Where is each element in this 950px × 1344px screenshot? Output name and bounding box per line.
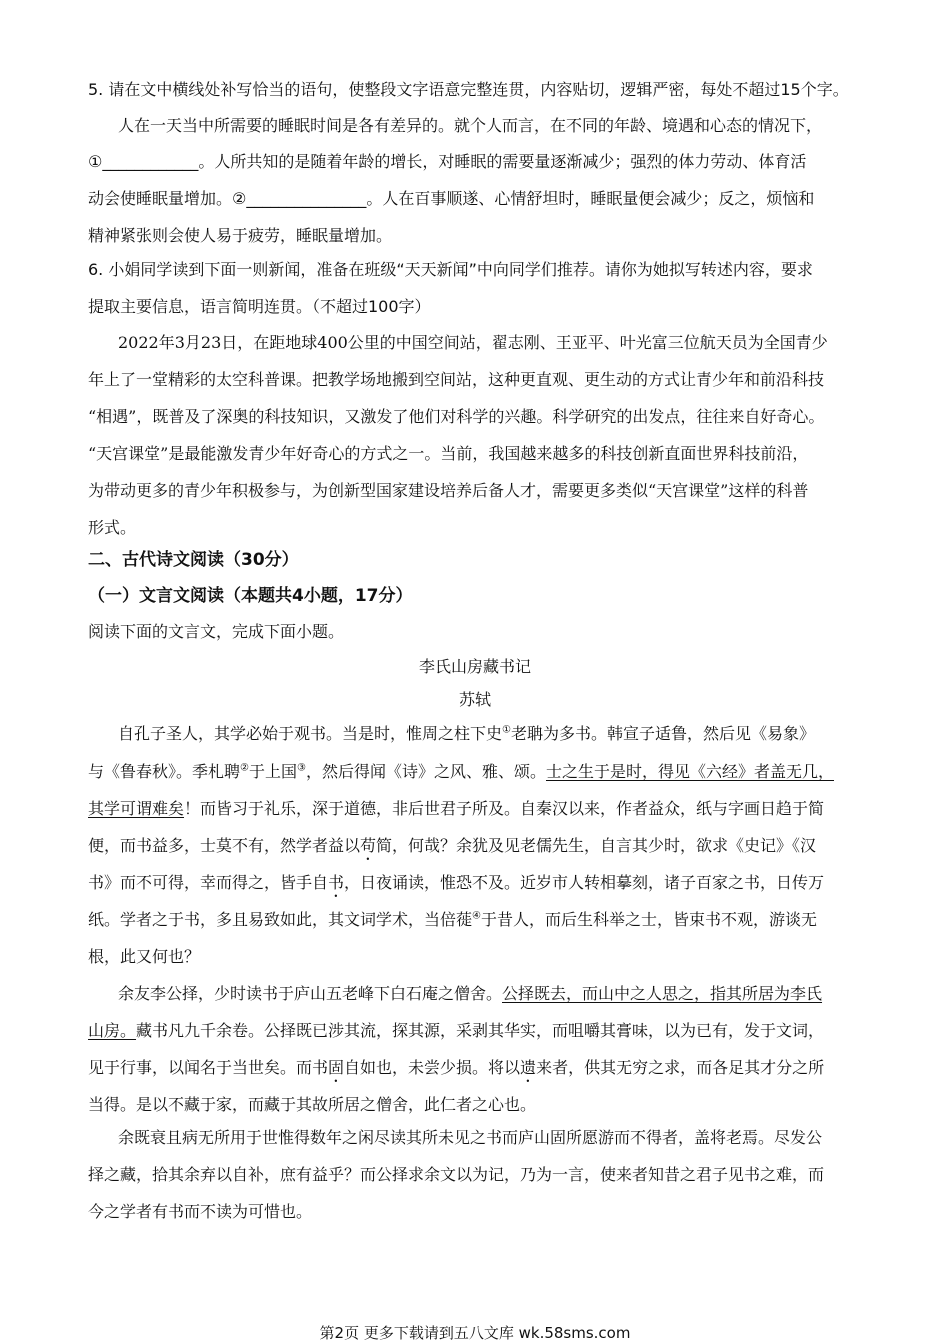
article-line: 当得。是以不藏于家，而藏于其故所居之僧舍，此仁者之心也。 xyxy=(88,1095,537,1114)
underlined-sentence: 士之生于是时，得见《六经》者盖无几， xyxy=(545,762,834,781)
article-title: 李氏山房藏书记 xyxy=(418,657,531,676)
q6-prompt-2: 提取主要信息，语言简明连贯。（不超过100字） xyxy=(88,297,431,316)
q5-line3 xyxy=(88,189,814,209)
q6-prompt-1: 6. 小娟同学读到下面一则新闻，准备在班级“天天新闻”中向同学们推荐。请你为她拟写转述内容，要求 xyxy=(88,260,813,279)
underlined-sentence: 公择既去，而山中之人思之，指其所居为李氏 xyxy=(502,984,823,1003)
q6-news-line: 年上了一堂精彩的太空科普课。把教学场地搬到空间站，这种更直观、更生动的方式让青少年和前沿科技 xyxy=(88,370,825,389)
article-line xyxy=(88,836,816,864)
q6-news-line: 2022年3月23日，在距地球400公里的中国空间站，翟志刚、王亚平、叶光富三位航天员为全国青少 xyxy=(118,333,828,352)
dotted-char: 书 xyxy=(328,873,345,892)
article-line: 根，此又何也？ xyxy=(88,947,201,966)
article-line xyxy=(88,762,834,782)
text-span: 于上国 xyxy=(248,762,297,781)
text-span: ！而皆习于礼乐，深于道德，非后世君子所及。自秦汉以来，作者益众，纸与字画日趋于简 xyxy=(184,799,825,818)
reading-instruction: 阅读下面的文言文，完成下面小题。 xyxy=(88,622,345,641)
footnote-mark: ① xyxy=(502,724,511,736)
article-line xyxy=(88,910,817,930)
q6-news-line: “相遇”，既普及了深奥的科技知识，又激发了他们对科学的兴趣。科学研究的出发点，往往来自好奇心。 xyxy=(88,407,825,426)
article-line xyxy=(118,724,815,744)
text-span: 见于行事，以闻名于当世矣。而书 xyxy=(88,1058,329,1077)
text-span: 自如也，未尝少损。将以 xyxy=(344,1058,521,1077)
q5-blank2[interactable]: ②_______________ xyxy=(232,189,367,208)
dotted-char: 苟 xyxy=(360,836,377,855)
text-span: 便，而书益多，士莫不有，然学者益以 xyxy=(88,836,361,855)
text-span: 藏书凡九千余卷。公择既已涉其流，探其源，采剥其华实，而咀嚼其膏味，以为已有，发于文词， xyxy=(136,1021,825,1040)
q6-news-line: 为带动更多的青少年积极参与，为创新型国家建设培养后备人才，需要更多类似“天宫课堂”这样的科普 xyxy=(88,481,809,500)
article-line: 择之藏，拾其余弃以自补，庶有益乎？而公择求余文以为记，乃为一言，使来者知昔之君子见书之难，而 xyxy=(88,1165,825,1184)
underlined-sentence: 山房。 xyxy=(88,1021,137,1040)
q5-prompt: 5. 请在文中横线处补写恰当的语句，使整段文字语意完整连贯，内容贴切，逻辑严密，每处不超过15个字。 xyxy=(88,80,849,99)
text-span: 与《鲁春秋》。季札聘 xyxy=(88,762,241,781)
section-heading: 二、古代诗文阅读（30分） xyxy=(88,550,299,570)
footnote-mark: ④ xyxy=(472,910,481,922)
footnote-mark: ② xyxy=(240,762,249,774)
dotted-char: 固 xyxy=(328,1058,345,1077)
text-span: 书》而不可得，幸而得之，皆手自 xyxy=(88,873,329,892)
article-line xyxy=(88,1021,824,1041)
article-line xyxy=(88,799,824,819)
text-span: 于昔人，而后生科举之士，皆束书不观，游谈无 xyxy=(480,910,817,929)
text-span: 纸。学者之于书，多且易致如此，其文词学术，当倍蓰 xyxy=(88,910,473,929)
text-span: 简，何哉？余犹及见老儒先生，自言其少时，欲求《史记》《汉 xyxy=(376,836,817,855)
text-span: 老聃为多书。韩宣子适鲁，然后见《易象》 xyxy=(510,724,815,743)
q5-line4: 精神紧张则会使人易于疲劳，睡眠量增加。 xyxy=(88,226,393,245)
article-line xyxy=(118,984,822,1004)
q5-line3-text-b: 。人在百事顺遂、心情舒坦时，睡眠量便会减少；反之，烦恼和 xyxy=(366,189,815,208)
underlined-sentence: 其学可谓难矣 xyxy=(88,799,185,818)
text-span: 自孔子圣人，其学必始于观书。当是时，惟周之柱下史 xyxy=(118,724,503,743)
subsection-heading: （一）文言文阅读（本题共4小题，17分） xyxy=(88,586,413,606)
q6-news-line: “天宫课堂”是最能激发青少年好奇心的方式之一。当前，我国越来越多的科技创新直面世界科技前沿， xyxy=(88,444,809,463)
article-author: 苏轼 xyxy=(458,690,491,709)
article-line xyxy=(88,873,824,901)
article-line xyxy=(88,1058,824,1086)
footnote-mark: ③ xyxy=(297,762,306,774)
article-line: 余既衰且病无所用于世惟得数年之闲尽读其所未见之书而庐山固所愿游而不得者，盖将老焉。尽发公 xyxy=(118,1128,823,1147)
q5-line3-text-a: 动会使睡眠量增加。 xyxy=(88,189,233,208)
q5-line2 xyxy=(88,152,806,172)
text-span: 来者，供其无穷之求，而各足其才分之所 xyxy=(536,1058,825,1077)
q5-line1: 人在一天当中所需要的睡眠时间是各有差异的。就个人而言，在不同的年龄、境遇和心态的情况下， xyxy=(118,116,823,135)
text-span: 余友李公择，少时读书于庐山五老峰下白石庵之僧舍。 xyxy=(118,984,503,1003)
q6-news-line: 形式。 xyxy=(88,518,137,537)
q5-blank1[interactable]: ①____________ xyxy=(88,152,199,171)
article-line: 今之学者有书而不读为可惜也。 xyxy=(88,1202,313,1221)
page-footer: 第2页 更多下载请到五八文库 wk.58sms.com xyxy=(319,1324,631,1342)
text-span: ，日夜诵读，惟恐不及。近岁市人转相摹刻，诸子百家之书，日传万 xyxy=(344,873,825,892)
text-span: ，然后得闻《诗》之风、雅、颂。 xyxy=(305,762,546,781)
q5-line2-text: 。人所共知的是随着年龄的增长，对睡眠的需要量逐渐减少；强烈的体力劳动、体育活 xyxy=(198,152,807,171)
dotted-char: 遗 xyxy=(520,1058,537,1077)
